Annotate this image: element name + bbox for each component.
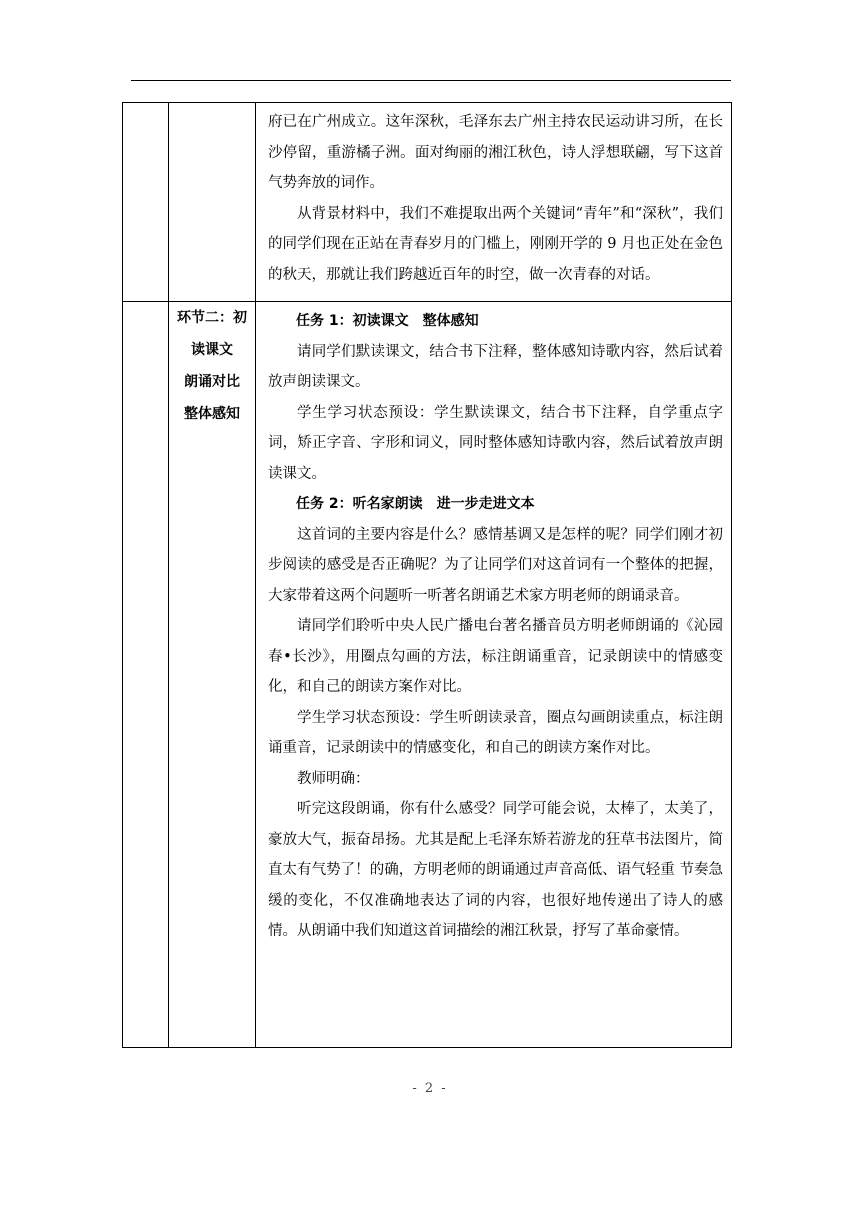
task-heading: 任务 1：初读课文 整体感知 — [296, 313, 479, 329]
empty-cell — [123, 103, 169, 302]
table-row — [123, 103, 732, 302]
paragraph: 从背景材料中，我们不难提取出两个关键词“青年”和“深秋”，我们的同学们现在正站在青春岁月的门槛上，刚刚开学的 9 月也正处在金色的秋天，那就让我们跨越近百年的时空，做一次青春的对话。 — [268, 205, 723, 283]
paragraph: 这首词的主要内容是什么？感情基调又是怎样的呢？同学们刚才初步阅读的感受是否正确呢？为了让同学们对这首词有一个整体的把握，大家带着这两个问题听一听著名朗诵艺术家方明老师的朗诵录音。 — [268, 526, 723, 604]
paragraph: 学生学习状态预设：学生默读课文，结合书下注释，自学重点字词，矫正字音、字形和词义，同时整体感知诗歌内容，然后试着放声朗读课文。 — [268, 404, 723, 482]
paragraph: 请同学们聆听中央人民广播电台著名播音员方明老师朗诵的《沁园春•长沙》，用圈点勾画的方法，标注朗诵重音，记录朗读中的情感变化，和自己的朗读方案作对比。 — [268, 618, 723, 695]
paragraph: 教师明确： — [297, 770, 370, 787]
paragraph: 请同学们默读课文，结合书下注释，整体感知诗歌内容，然后试着放声朗读课文。 — [268, 343, 723, 390]
task-heading: 任务 2：听名家朗读 进一步走进文本 — [296, 496, 535, 512]
section-cell-empty — [169, 103, 256, 302]
section-title-cell — [169, 302, 256, 1048]
section-title-line: 环节二：初 — [177, 310, 247, 326]
content-cell — [256, 103, 732, 302]
paragraph: 府已在广州成立。这年深秋，毛泽东去广州主持农民运动讲习所，在长沙停留，重游橘子洲。面对绚丽的湘江秋色，诗人浮想联翩，写下这首气势奔放的词作。 — [268, 114, 723, 191]
lesson-plan-table — [122, 102, 732, 1048]
content-cell — [256, 302, 732, 1048]
empty-cell — [123, 302, 169, 1048]
table-row — [123, 302, 732, 1048]
paragraph: 学生学习状态预设：学生听朗读录音，圈点勾画朗读重点，标注朗诵重音，记录朗读中的情感变化，和自己的朗读方案作对比。 — [268, 709, 723, 756]
section-title-line: 读课文 — [191, 342, 233, 358]
header-rule — [131, 80, 731, 81]
paragraph: 听完这段朗诵，你有什么感受？同学可能会说，太棒了，太美了，豪放大气，振奋昂扬。尤其是配上毛泽东矫若游龙的狂草书法图片，简直太有气势了！的确，方明老师的朗诵通过声音高低、语气轻重 节奏急缓的变化，不仅准确地表达了词的内容，也很好地传递出了诗人的感情。从朗诵中我们知道这首词描绘的湘江秋景，抒写了革命豪情。 — [268, 801, 723, 939]
page-number: - 2 - — [412, 1081, 448, 1096]
section-title-line: 整体感知 — [184, 406, 240, 422]
section-title-line: 朗诵对比 — [184, 374, 240, 390]
